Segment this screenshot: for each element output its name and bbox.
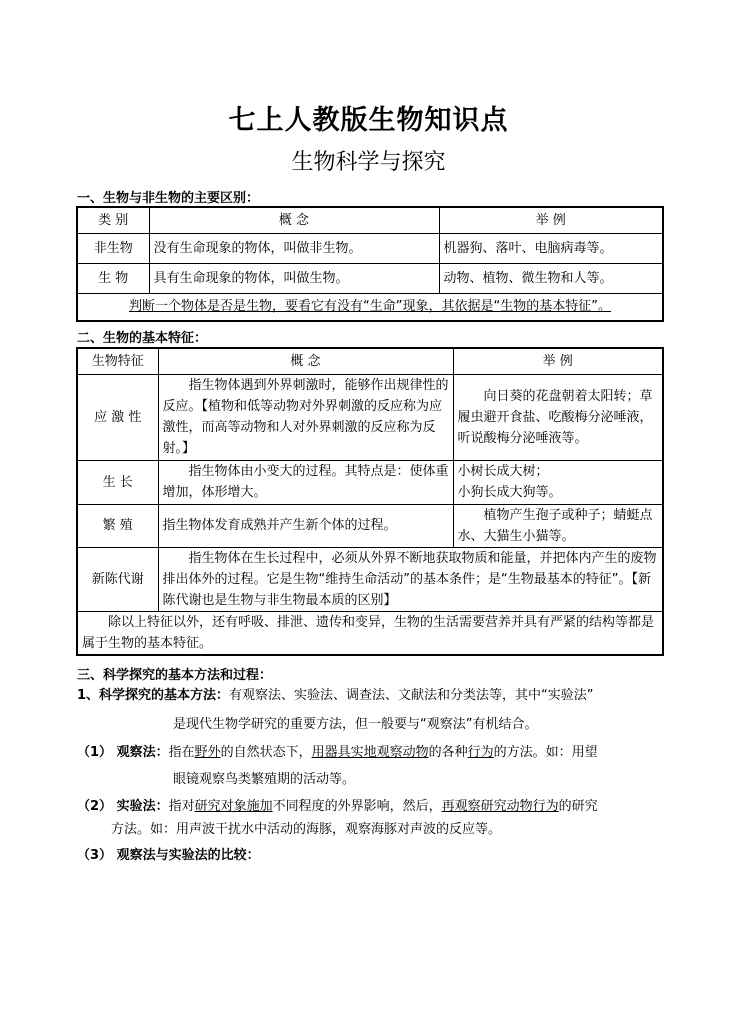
table-footer-row <box>77 293 663 321</box>
method-item-1-label: 1、科学探究的基本方法： <box>77 688 230 703</box>
header-concept: 概 念 <box>149 207 439 233</box>
header-feature: 生物特征 <box>77 348 158 374</box>
experiment-text: 指对 <box>168 799 195 814</box>
experiment-text-underlined: 研究对象施加 <box>194 799 273 814</box>
observation-text: 的自然状态下， <box>220 745 312 760</box>
table-row <box>77 263 663 293</box>
row-feature: 生 长 <box>77 460 158 504</box>
row-example <box>453 460 663 504</box>
experiment-text-underlined: 再观察研究动物行为 <box>441 799 559 814</box>
table-row <box>77 504 663 547</box>
experiment-label: （2） 实验法： <box>77 799 169 814</box>
table-row <box>77 233 663 263</box>
example-line: 小狗长成大狗等。 <box>457 485 562 500</box>
comparison-heading: （3） 观察法与实验法的比较： <box>77 848 260 863</box>
row-example: 向日葵的花盘朝着太阳转；草履虫避开食盐、吃酸梅分泌唾液，听说酸梅分泌唾液等。 <box>453 374 663 460</box>
row-example: 植物产生孢子或种子；蜻蜓点水、大猫生小猫等。 <box>453 504 663 547</box>
observation-continuation: 眼镜观察鸟类繁殖期的活动等。 <box>173 772 356 787</box>
method-item-1 <box>77 686 594 706</box>
row-concept: 指生物体在生长过程中，必须从外界不断地获取物质和能量，并把体内产生的废物排出体外的过程。它是生物“维持生命活动”的基本条件；是“生物最基本的特征”。【新陈代谢也是生物与非生物最本质的区别】 <box>158 547 663 611</box>
living-vs-nonliving-table <box>76 206 664 322</box>
row-feature: 应 激 性 <box>77 374 158 460</box>
experiment-method <box>77 797 598 817</box>
table-header-row <box>77 348 663 374</box>
row-concept: 具有生命现象的物体，叫做生物。 <box>149 263 439 293</box>
row-concept: 指生物体遇到外界刺激时，能够作出规律性的反应。【植物和低等动物对外界刺激的反应称为应激性，而高等动物和人对外界刺激的反应称为反射。】 <box>158 374 453 460</box>
observation-text-underlined: 野外 <box>194 745 221 760</box>
table-header-row <box>77 207 663 233</box>
header-category: 类 别 <box>77 207 149 233</box>
section1-heading: 一、生物与非生物的主要区别： <box>77 191 260 206</box>
observation-text: 指在 <box>168 745 195 760</box>
table-row <box>77 374 663 460</box>
row-feature: 新陈代谢 <box>77 547 158 611</box>
experiment-text: 的研究 <box>558 799 598 814</box>
section3-heading: 三、科学探究的基本方法和过程： <box>77 668 273 683</box>
row-category: 非生物 <box>77 233 149 263</box>
table-footer-note <box>77 293 663 321</box>
footer-text: 判断一个物体是否是生物，要看它有没有“生命”现象，其依据是“生物的基本特征”。 <box>129 299 611 315</box>
example-line: 小树长成大树； <box>457 464 549 479</box>
observation-text-underlined: 用器具实地观察动物 <box>311 745 429 760</box>
row-concept: 指生物体由小变大的过程。其特点是：使体重增加，体形增大。 <box>158 460 453 504</box>
method-item-1-text: 有观察法、实验法、调查法、文献法和分类法等，其中“实验法” <box>229 688 594 703</box>
experiment-text: 不同程度的外界影响，然后， <box>272 799 442 814</box>
header-example: 举 例 <box>439 207 663 233</box>
observation-label: （1） 观察法： <box>77 745 169 760</box>
header-concept: 概 念 <box>158 348 453 374</box>
row-example: 动物、植物、微生物和人等。 <box>439 263 663 293</box>
table-row <box>77 460 663 504</box>
document-subtitle: 生物科学与探究 <box>291 150 446 175</box>
document-title: 七上人教版生物知识点 <box>228 105 509 136</box>
observation-text: 的各种 <box>428 745 468 760</box>
characteristics-table <box>76 347 664 656</box>
row-concept: 指生物体发育成熟并产生新个体的过程。 <box>158 504 453 547</box>
row-category: 生 物 <box>77 263 149 293</box>
row-example: 机器狗、落叶、电脑病毒等。 <box>439 233 663 263</box>
experiment-continuation: 方法。如：用声波干扰水中活动的海豚，观察海豚对声波的反应等。 <box>111 822 502 837</box>
row-concept: 没有生命现象的物体，叫做非生物。 <box>149 233 439 263</box>
observation-text-underlined: 行为 <box>467 745 494 760</box>
row-feature: 繁 殖 <box>77 504 158 547</box>
observation-method <box>77 743 598 763</box>
table-row <box>77 547 663 611</box>
observation-text: 的方法。如：用望 <box>493 745 598 760</box>
section2-heading: 二、生物的基本特征： <box>77 331 208 346</box>
table-footer-row <box>77 611 663 655</box>
header-example: 举 例 <box>453 348 663 374</box>
table-footer-note: 除以上特征以外，还有呼吸、排泄、遗传和变异，生物的生活需要营养并具有严紧的结构等都是属于生物的基本特征。 <box>77 611 663 655</box>
method-item-1-continuation: 是现代生物学研究的重要方法，但一般要与“观察法”有机结合。 <box>173 717 538 732</box>
